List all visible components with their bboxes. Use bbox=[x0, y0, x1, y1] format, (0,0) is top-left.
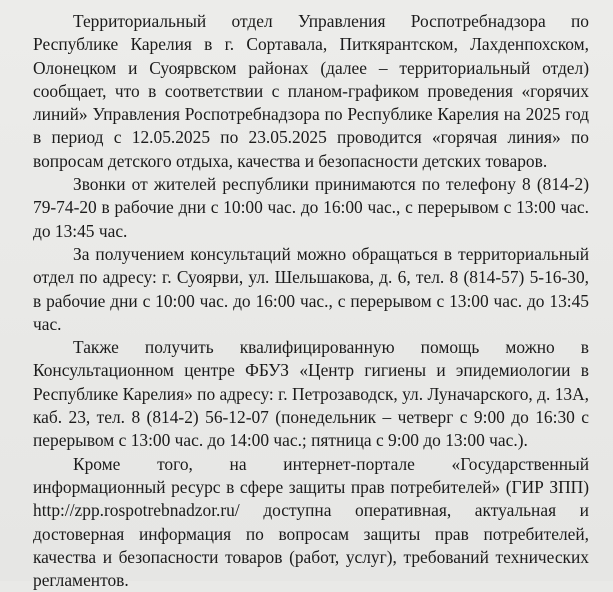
paragraph-consultation-address: За получением консультаций можно обращаться в территориальный отдел по адресу: г. Суоярви, ул. Шельшакова, д. 6, тел. 8 (814-57) 5-16-30, в рабочие дни с 10:00 час. до 16:00 час., с перерывом с 13:00 час. до 13:45 час. bbox=[33, 243, 589, 334]
paragraph-internet-portal: Кроме того, на интернет-портале «Государственный информационный ресурс в сфере защиты прав потребителей» (ГИР ЗПП) http://zpp.rospotrebnadzor.ru/ доступна оперативная, актуальная и достоверная информация по вопросам защиты прав потребителей, качества и безопасности товаров (работ, услуг), требований технических регламентов. bbox=[33, 453, 589, 591]
paragraph-hotline-announcement: Территориальный отдел Управления Роспотребнадзора по Республике Карелия в г. Сортавала, Питкярантском, Лахденпохском, Олонецком и Суоярвском районах (далее – территориальный отдел) сообщает, что в соответствии с планом-графиком проведения «горячих линий» Управления Роспотребнадзора по Республике Карелия на 2025 год в период с 12.05.2025 по 23.05.2025 проводится «горячая линия» по вопросам детского отдыха, качества и безопасности детских товаров. bbox=[33, 11, 589, 171]
paragraph-phone-hours: Звонки от жителей республики принимаются по телефону 8 (814-2) 79-74-20 в рабочие дни с 10:00 час. до 16:00 час., с перерывом с 13:00 час. до 13:45 час. bbox=[33, 174, 589, 241]
paragraph-consultation-center: Также получить квалифицированную помощь можно в Консультационном центре ФБУЗ «Центр гигиены и эпидемиологии в Республике Карелия» по адресу: г. Петрозаводск, ул. Луначарского, д. 13А, каб. 23, тел. 8 (814-2) 56-12-07 (понедельник – четверг с 9:00 до 16:30 с перерывом с 13:00 час. до 14:00 час.; пятница с 9:00 до 13:00 час.). bbox=[33, 337, 589, 451]
